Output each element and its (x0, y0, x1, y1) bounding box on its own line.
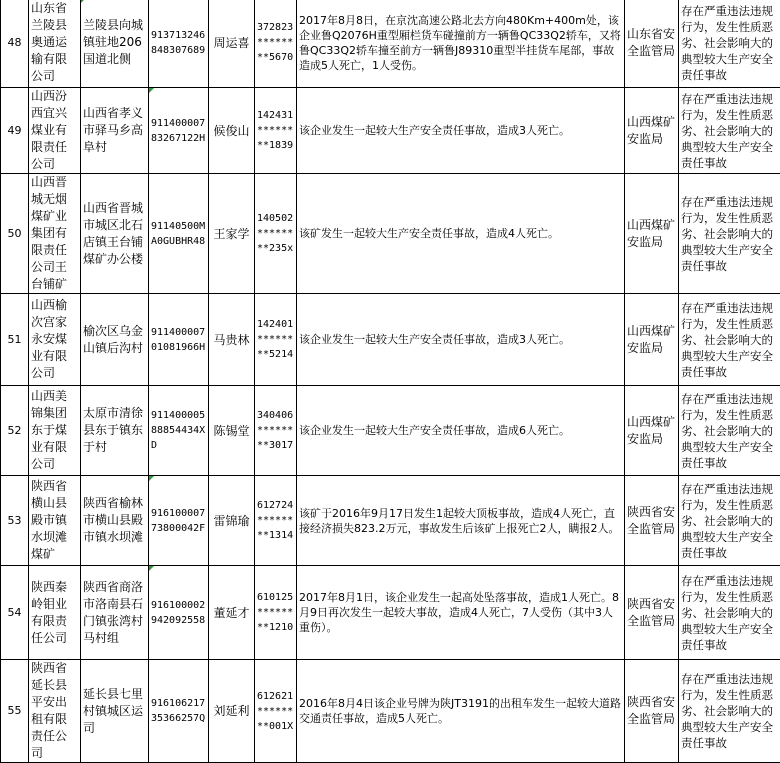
cell-company-address: 山西省晋城市城区北石店镇王台铺煤矿办公楼 (81, 174, 149, 294)
cell-listing-reason: 存在严重违法违规行为，发生性质恶劣、社会影响大的典型较大生产安全责任事故 (679, 476, 780, 566)
cell-company-address: 陕西省榆林市横山县殿市镇水坝滩 (81, 476, 149, 566)
cell-row-number: 49 (1, 88, 29, 174)
table-row (1, 0, 780, 88)
cell-company-address: 兰陵县向城镇驻地206国道北侧 (81, 0, 149, 88)
cell-reporting-department: 山东省安全监管局 (625, 0, 679, 88)
cell-credit-code: 91140000588854434XD (149, 386, 209, 476)
cell-row-number: 52 (1, 386, 29, 476)
cell-incident-description: 该企业发生一起较大生产安全责任事故，造成3人死亡。 (297, 88, 625, 174)
cell-reporting-department: 山西煤矿安监局 (625, 386, 679, 476)
cell-company-address: 延长县七里村镇城区运司 (81, 660, 149, 763)
cell-id-number: 612724********1314 (255, 476, 297, 566)
cell-company-name: 陕西秦岭钼业有限责任公司 (29, 566, 81, 660)
cell-listing-reason: 存在严重违法违规行为，发生性质恶劣、社会影响大的典型较大生产安全责任事故 (679, 566, 780, 660)
cell-id-number: 142431********1839 (255, 88, 297, 174)
cell-company-name: 陕西省横山县殿市镇水坝滩煤矿 (29, 476, 81, 566)
table-row (1, 476, 780, 566)
cell-credit-code: 91140500MA0GUBHR48 (149, 174, 209, 294)
cell-credit-code: 916100002942092558 (149, 566, 209, 660)
cell-credit-code: 91610000773800042F (149, 476, 209, 566)
cell-row-number: 54 (1, 566, 29, 660)
cell-listing-reason: 存在严重违法违规行为，发生性质恶劣、社会影响大的典型较大生产安全责任事故 (679, 174, 780, 294)
table-row (1, 174, 780, 294)
table-row (1, 294, 780, 386)
cell-reporting-department: 陕西省安全监管局 (625, 476, 679, 566)
cell-incident-description: 该矿发生一起较大生产安全责任事故，造成4人死亡。 (297, 174, 625, 294)
cell-reporting-department: 山西煤矿安监局 (625, 294, 679, 386)
cell-listing-reason: 存在严重违法违规行为，发生性质恶劣、社会影响大的典型较大生产安全责任事故 (679, 0, 780, 88)
cell-reporting-department: 山西煤矿安监局 (625, 174, 679, 294)
cell-incident-description: 2017年8月8日，在京沈高速公路北去方向480Km+400m处，该企业鲁Q2076H重型厢栏货车碰撞前方一辆鲁QC33Q2轿车，又将鲁QC33Q2轿车撞至前方一辆鲁J89310重型半挂货车尾部，事故造成5人死亡，1人受伤。 (297, 0, 625, 88)
cell-legal-person: 陈锡堂 (209, 386, 255, 476)
cell-row-number: 51 (1, 294, 29, 386)
cell-listing-reason: 存在严重违法违规行为，发生性质恶劣、社会影响大的典型较大生产安全责任事故 (679, 386, 780, 476)
cell-company-address: 太原市清徐县东于镇东于村 (81, 386, 149, 476)
table-row (1, 566, 780, 660)
cell-row-number: 55 (1, 660, 29, 763)
cell-credit-code: 91610621735366257Q (149, 660, 209, 763)
cell-listing-reason: 存在严重违法违规行为，发生性质恶劣、社会影响大的典型较大生产安全责任事故 (679, 660, 780, 763)
table-row (1, 88, 780, 174)
cell-company-address: 榆次区乌金山镇后沟村 (81, 294, 149, 386)
cell-legal-person: 刘延利 (209, 660, 255, 763)
cell-incident-description: 该矿于2016年9月17日发生1起较大顶板事故，造成4人死亡，直接经济损失823.2万元，事故发生后该矿上报死亡2人，瞒报2人。 (297, 476, 625, 566)
cell-row-number: 53 (1, 476, 29, 566)
cell-company-name: 陕西省延长县平安出租有限责任公司 (29, 660, 81, 763)
cell-legal-person: 王家学 (209, 174, 255, 294)
cell-legal-person: 董延才 (209, 566, 255, 660)
cell-id-number: 142401********5214 (255, 294, 297, 386)
cell-credit-code: 913713246848307689 (149, 0, 209, 88)
cell-legal-person: 候俊山 (209, 88, 255, 174)
cell-legal-person: 马贵林 (209, 294, 255, 386)
cell-credit-code: 91140000701081966H (149, 294, 209, 386)
cell-company-address: 山西省孝义市驿马乡高阜村 (81, 88, 149, 174)
cell-company-name: 山西榆次宫家永安煤业有限公司 (29, 294, 81, 386)
table-row (1, 386, 780, 476)
cell-reporting-department: 陕西省安全监管局 (625, 566, 679, 660)
cell-company-name: 山东省兰陵县奥通运输有限公司 (29, 0, 81, 88)
cell-id-number: 140502********235x (255, 174, 297, 294)
cell-id-number: 340406********3017 (255, 386, 297, 476)
cell-legal-person: 雷锦瑜 (209, 476, 255, 566)
cell-company-name: 山西汾西宜兴煤业有限责任公司 (29, 88, 81, 174)
cell-incident-description: 该企业发生一起较大生产安全责任事故，造成6人死亡。 (297, 386, 625, 476)
cell-id-number: 372823********5670 (255, 0, 297, 88)
cell-company-address: 陕西省商洛市洛南县石门镇张湾村马村组 (81, 566, 149, 660)
cell-incident-description: 该企业发生一起较大生产安全责任事故，造成3人死亡。 (297, 294, 625, 386)
cell-incident-description: 2016年8月4日该企业号牌为陕JT3191的出租车发生一起较大道路交通责任事故，造成5人死亡。 (297, 660, 625, 763)
cell-row-number: 50 (1, 174, 29, 294)
cell-incident-description: 2017年8月1日，该企业发生一起高处坠落事故，造成1人死亡。8月9日再次发生一起较大事故，造成4人死亡，7人受伤（其中3人重伤）。 (297, 566, 625, 660)
cell-listing-reason: 存在严重违法违规行为，发生性质恶劣、社会影响大的典型较大生产安全责任事故 (679, 294, 780, 386)
cell-reporting-department: 陕西省安全监管局 (625, 660, 679, 763)
cell-row-number: 48 (1, 0, 29, 88)
cell-company-name: 山西晋城无烟煤矿业集团有限责任公司王台铺矿 (29, 174, 81, 294)
table-row (1, 660, 780, 763)
cell-listing-reason: 存在严重违法违规行为，发生性质恶劣、社会影响大的典型较大生产安全责任事故 (679, 88, 780, 174)
cell-legal-person: 周运喜 (209, 0, 255, 88)
cell-company-name: 山西美锦集团东于煤业有限公司 (29, 386, 81, 476)
cell-id-number: 610125********1210 (255, 566, 297, 660)
cell-credit-code: 91140000783267122H (149, 88, 209, 174)
cell-reporting-department: 山西煤矿安监局 (625, 88, 679, 174)
cell-id-number: 612621********001X (255, 660, 297, 763)
